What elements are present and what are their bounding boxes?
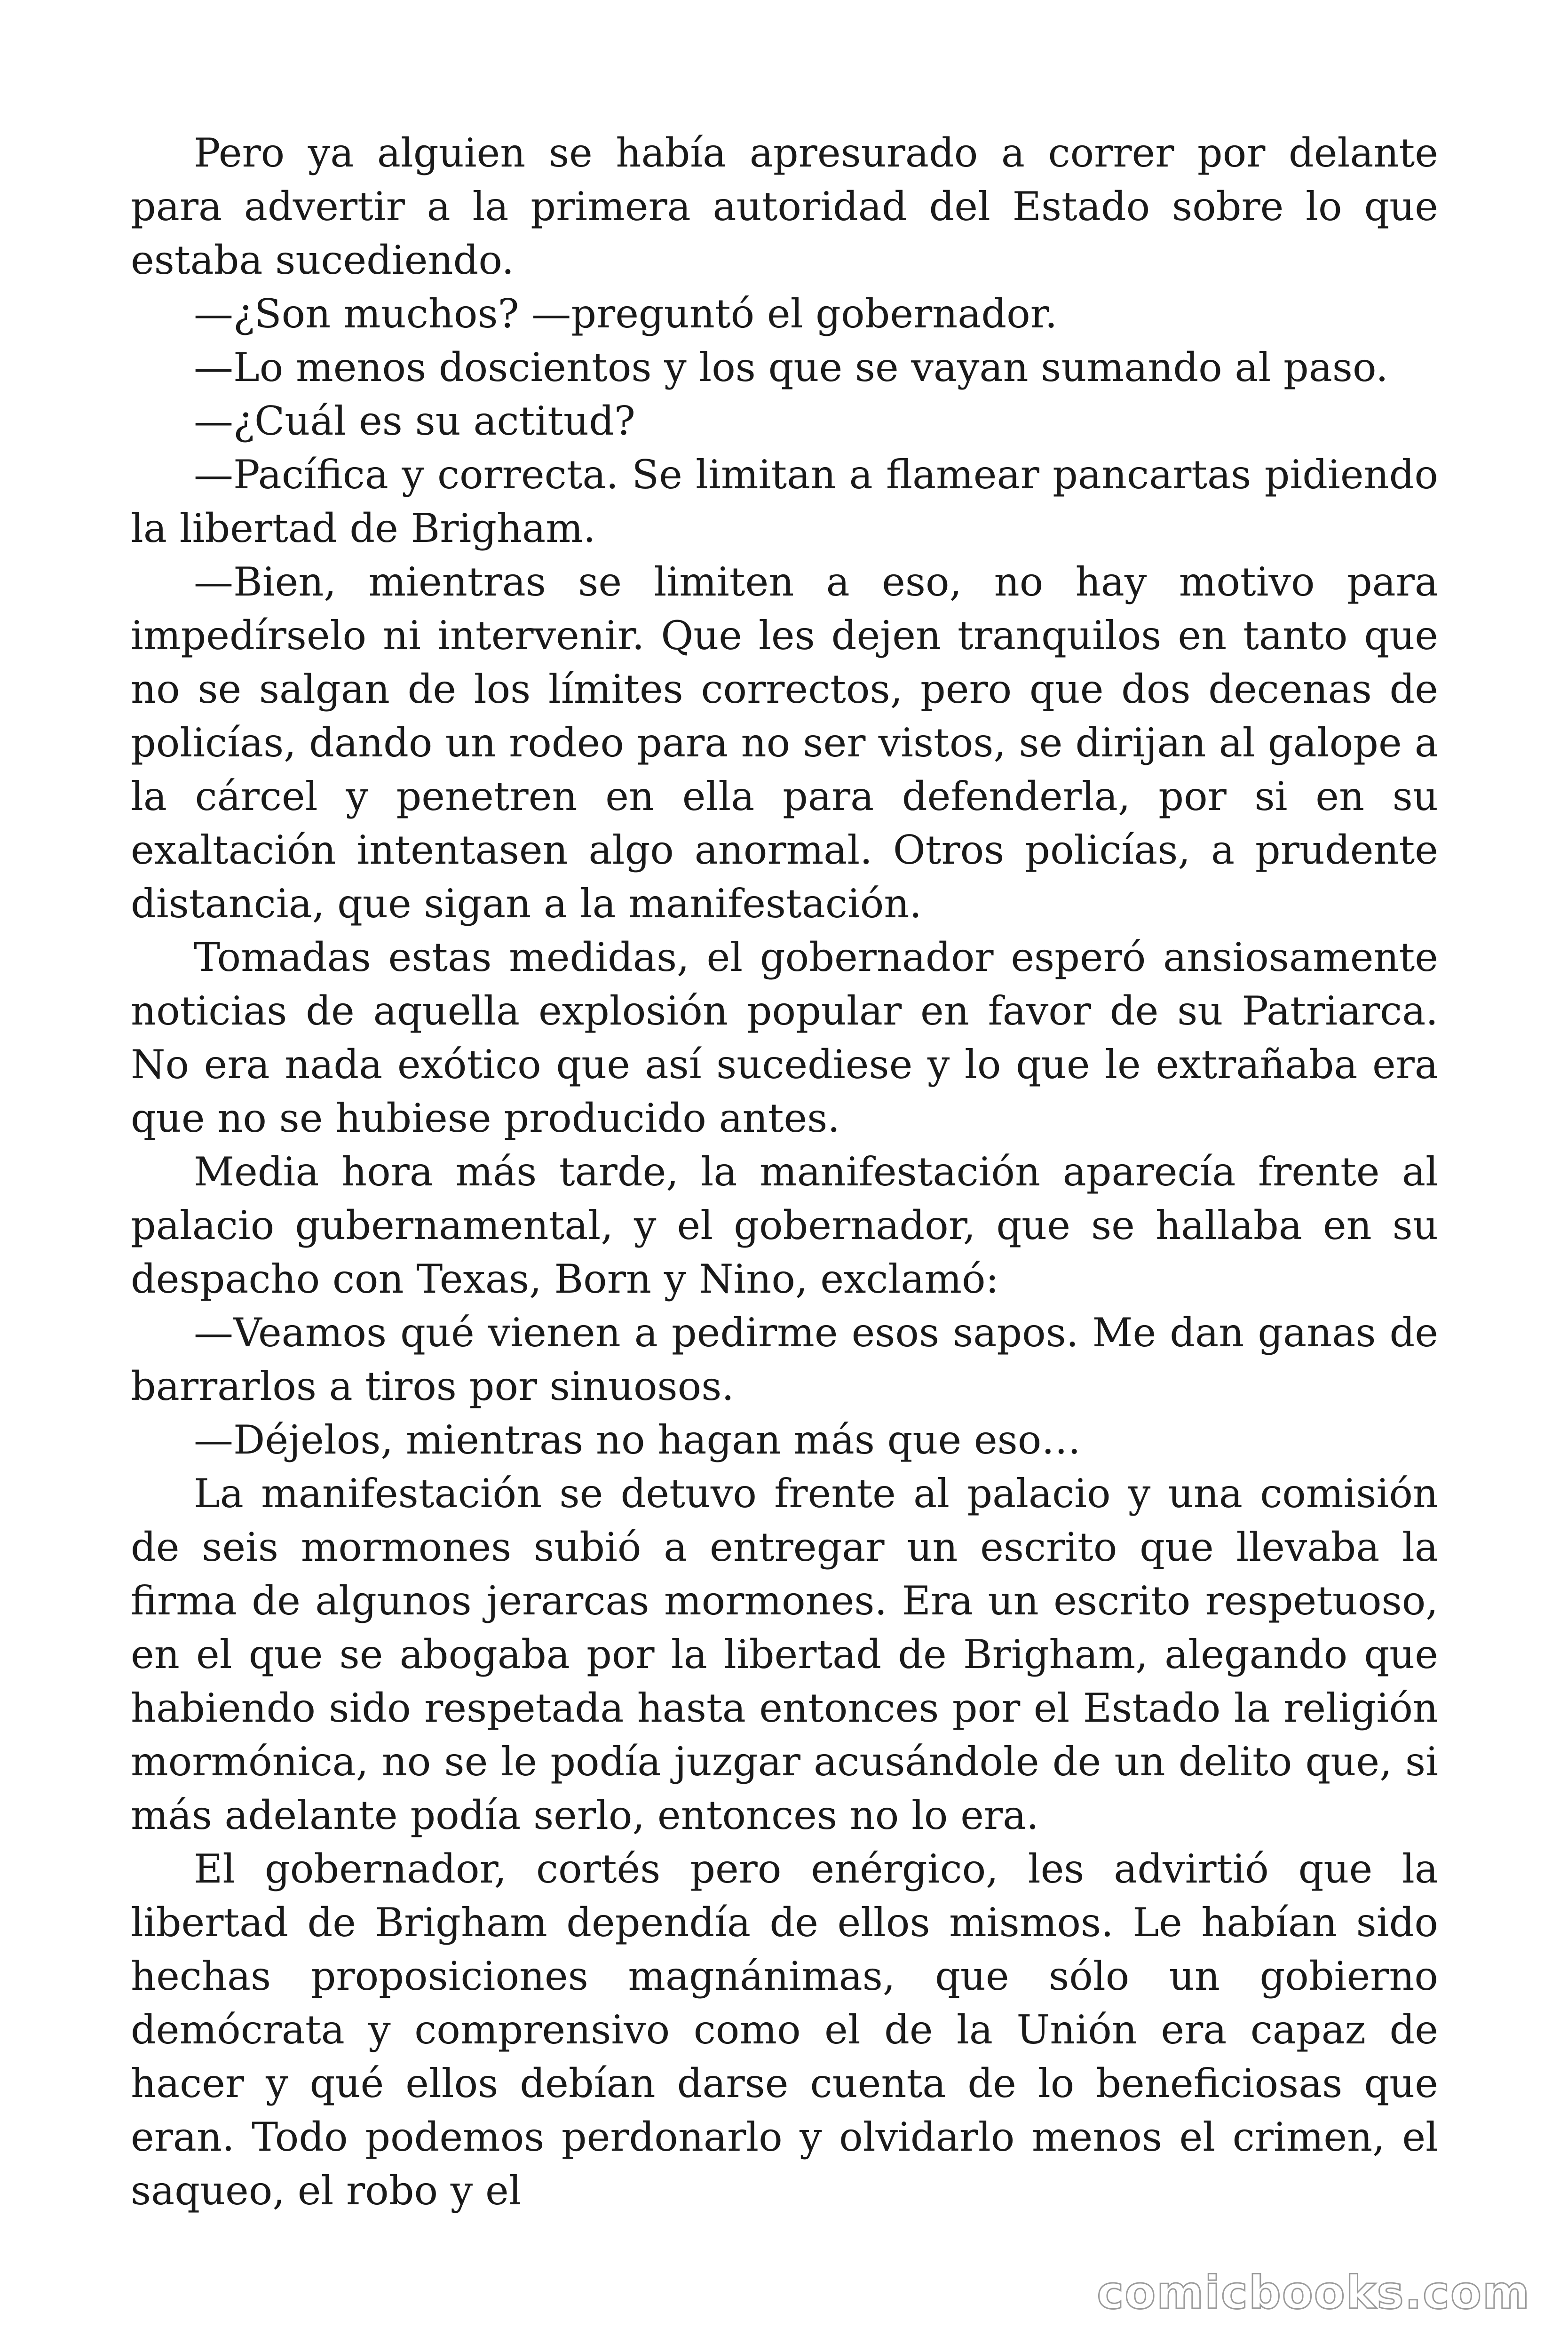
paragraph: El gobernador, cortés pero enérgico, les advirtió que la libertad de Brigham dependía de ellos mismos. Le habían sido hechas proposiciones magnánimas, que sólo un gobierno demócrata y comprensivo como el de la Unión era capaz de hacer y qué ellos debían darse cuenta de lo beneficiosas que eran. Todo podemos perdonarlo y olvidarlo menos el crimen, el saqueo, el robo y el xyxy=(131,1846,1438,2214)
paragraph: Pero ya alguien se había apresurado a correr por delante para advertir a la primera autoridad del Estado sobre lo que estaba sucediendo. xyxy=(131,130,1438,283)
paragraph: —Pacífica y correcta. Se limitan a flamear pancartas pidiendo la libertad de Brigham. xyxy=(131,452,1438,551)
paragraph: —¿Cuál es su actitud? xyxy=(194,398,635,444)
watermark-text: comicbooks.com xyxy=(1097,2266,1530,2319)
paragraph: La manifestación se detuvo frente al palacio y una comisión de seis mormones subió a entregar un escrito que llevaba la firma de algunos jerarcas mormones. Era un escrito respetuoso, en el que se abogaba por la libertad de Brigham, alegando que habiendo sido respetada hasta entonces por el Estado la religión mormónica, no se le podía juzgar acusándole de un delito que, si más adelante podía serlo, entonces no lo era. xyxy=(131,1470,1438,1838)
paragraph: —¿Son muchos? —preguntó el gobernador. xyxy=(194,291,1058,337)
page-body-text xyxy=(131,126,1438,2217)
paragraph: —Veamos qué vienen a pedirme esos sapos. Me dan ganas de barrarlos a tiros por sinuosos. xyxy=(131,1310,1438,1409)
paragraph: Tomadas estas medidas, el gobernador esperó ansiosamente noticias de aquella explosión popular en favor de su Patriarca. No era nada exótico que así sucediese y lo que le extrañaba era que no se hubiese producido antes. xyxy=(131,934,1438,1141)
paragraph: —Déjelos, mientras no hagan más que eso… xyxy=(194,1417,1081,1463)
paragraph: Media hora más tarde, la manifestación aparecía frente al palacio gubernamental, y el gobernador, que se hallaba en su despacho con Texas, Born y Nino, exclamó: xyxy=(131,1149,1438,1302)
paragraph: —Bien, mientras se limiten a eso, no hay motivo para impedírselo ni intervenir. Que les dejen tranquilos en tanto que no se salgan de los límites correctos, pero que dos decenas de policías, dando un rodeo para no ser vistos, se dirijan al galope a la cárcel y penetren en ella para defenderla, por si en su exaltación intentasen algo anormal. Otros policías, a prudente distancia, que sigan a la manifestación. xyxy=(131,559,1438,927)
paragraph: —Lo menos doscientos y los que se vayan sumando al paso. xyxy=(194,344,1388,390)
